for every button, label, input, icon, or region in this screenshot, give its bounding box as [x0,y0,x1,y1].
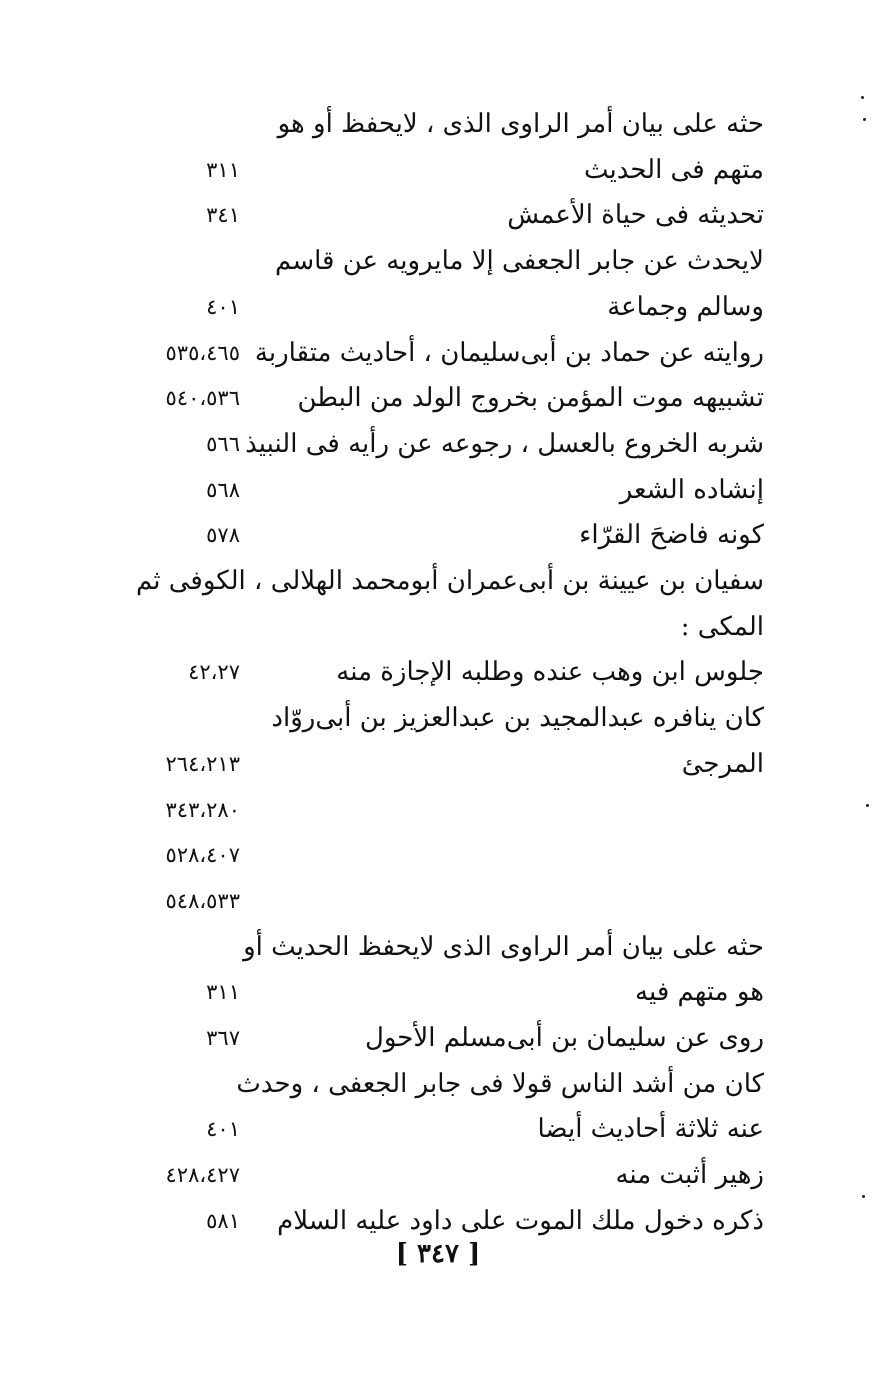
index-line [0,1015,876,1061]
index-line [0,421,876,467]
page-refs: ٣١١ [206,980,240,1005]
page-refs: ٥٨١ [206,1208,240,1233]
index-line [0,969,876,1015]
index-line [0,330,876,376]
entry-text: روى عن سليمان بن أبى‌مسلم الأحول [364,1023,764,1053]
page-refs: ٣٤١ [206,203,240,228]
entry-text: متهم فى الحديث [583,154,764,185]
page-refs: ٥٤٠،٥٣٦ [165,386,240,411]
index-line [0,604,876,650]
index-line [0,512,876,558]
page-number-text: [ ٣٤٧ ] [395,1239,481,1269]
entry-text: ذكره دخول ملك الموت على داود عليه السلام [277,1205,764,1236]
entry-text: جلوس ابن وهب عنده وطلبه الإجازة منه [336,657,764,688]
page-number [0,1234,876,1274]
page-refs: ٤٠١ [206,1117,240,1142]
index-line [0,1061,876,1107]
entry-text: روايته عن حماد بن أبى‌سليمان ، أحاديث متقاربة [254,337,764,368]
entry-text: تشبيهه موت المؤمن بخروج الولد من البطن [297,383,764,414]
entry-text: سفيان بن عيينة بن أبى‌عمران أبومحمد الهلالى ، الكوفى ثم [135,566,764,596]
page-refs: ٤٢٨،٤٢٧ [165,1163,240,1188]
index-line [0,467,876,513]
index-line [0,1106,876,1152]
index-line [0,832,876,878]
index-line [0,192,876,238]
margin-mark [862,1195,865,1198]
entry-text: شربه الخروع بالعسل ، رجوعه عن رأيه فى النبيذ [245,428,764,459]
index-line [0,649,876,695]
page-refs: ٥٦٨ [206,477,240,502]
entry-text: زهير أثبت منه [615,1160,764,1191]
index-line [0,284,876,330]
index-line [0,787,876,833]
index-line [0,101,876,147]
page-refs: ٣٤٣،٢٨٠ [165,797,240,822]
margin-mark [863,118,866,121]
index-line [0,741,876,787]
entry-text: كونه فاضحَ القرّاء [579,520,764,551]
entry-text: إنشاده الشعر [619,474,764,505]
entry-text: المرجئ [681,748,764,779]
page-refs: ٥٤٨،٥٣٣ [165,888,240,913]
margin-mark [861,96,864,99]
page-refs: ٢٦٤،٢١٣ [165,751,240,776]
page-refs: ٤٢،٢٧ [188,660,240,685]
index-line [0,147,876,193]
index-line [0,695,876,741]
margin-mark [866,804,869,807]
entry-text: هو متهم فيه [635,977,764,1008]
entry-text: حثه على بيان أمر الراوى الذى لايحفظ الحديث أو [243,931,764,962]
entry-text: وسالم وجماعة [607,291,764,322]
index-line [0,375,876,421]
entry-text: كان من أشد الناس قولا فى جابر الجعفى ، وحدث [236,1068,764,1099]
entry-text: عنه ثلاثة أحاديث أيضا [537,1114,764,1145]
page-refs: ٥٦٦ [206,431,240,456]
index-line [0,238,876,284]
page-refs: ٣١١ [206,157,240,182]
entry-text: لايحدث عن جابر الجعفى إلا مايرويه عن قاسم [275,246,764,277]
page-refs: ٣٦٧ [206,1026,240,1050]
page-refs: ٤٠١ [206,294,240,319]
entry-text: كان ينافره عبدالمجيد بن عبدالعزيز بن أبى‌روّاد [271,703,764,734]
index-line [0,878,876,924]
entry-text: المكى : [680,611,764,642]
page-refs: ٥٣٥،٤٦٥ [165,340,240,365]
page-refs: ٥٧٨ [206,523,240,548]
index-line [0,1152,876,1198]
entry-text: حثه على بيان أمر الراوى الذى ، لايحفظ أو هو [277,109,764,139]
page-refs: ٥٢٨،٤٠٧ [165,843,240,868]
entry-text: تحديثه فى حياة الأعمش [507,200,764,231]
index-line [0,924,876,970]
index-line [0,558,876,604]
